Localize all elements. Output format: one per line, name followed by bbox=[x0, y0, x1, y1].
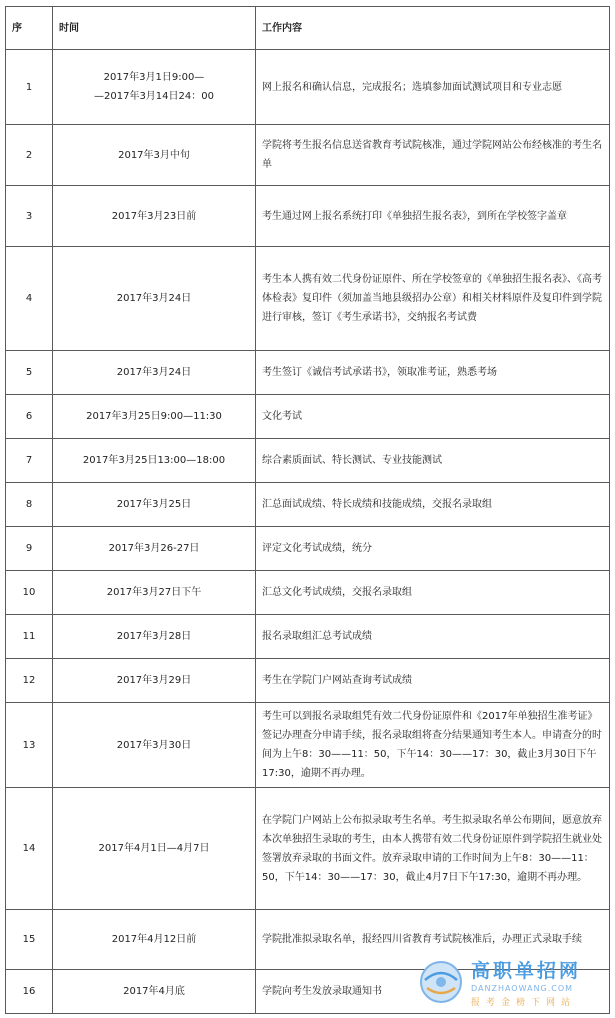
row-time: 2017年3月29日 bbox=[53, 659, 256, 703]
row-number: 1 bbox=[6, 50, 53, 125]
row-number: 2 bbox=[6, 125, 53, 186]
row-time: 2017年3月23日前 bbox=[53, 186, 256, 247]
table-row bbox=[6, 439, 610, 483]
row-content: 考生可以到报名录取组凭有效二代身份证原件和《2017年单独招生准考证》签记办理查分申请手续，报名录取组将查分结果通知考生本人。申请查分的时间为上午8：30——11：50，下午14：30——17：30，截止3月30日下午17:30，逾期不再办理。 bbox=[256, 703, 610, 788]
row-content: 网上报名和确认信息，完成报名；选填参加面试测试项目和专业志愿 bbox=[256, 50, 610, 125]
row-time: 2017年3月27日下午 bbox=[53, 571, 256, 615]
row-content: 学院向考生发放录取通知书 bbox=[256, 970, 610, 1014]
schedule-table bbox=[5, 6, 610, 1014]
table-row bbox=[6, 125, 610, 186]
row-content: 报名录取组汇总考试成绩 bbox=[256, 615, 610, 659]
table-row bbox=[6, 186, 610, 247]
table-row bbox=[6, 50, 610, 125]
table-row bbox=[6, 527, 610, 571]
row-time: 2017年3月1日9:00— —2017年3月14日24：00 bbox=[53, 50, 256, 125]
row-number: 11 bbox=[6, 615, 53, 659]
table-row bbox=[6, 659, 610, 703]
row-content: 学院批准拟录取名单，报经四川省教育考试院核准后，办理正式录取手续 bbox=[256, 910, 610, 970]
row-time: 2017年3月24日 bbox=[53, 351, 256, 395]
table-row bbox=[6, 483, 610, 527]
row-content: 考生通过网上报名系统打印《单独招生报名表》，到所在学校签字盖章 bbox=[256, 186, 610, 247]
row-time: 2017年3月25日 bbox=[53, 483, 256, 527]
table-row bbox=[6, 615, 610, 659]
row-number: 7 bbox=[6, 439, 53, 483]
row-content: 考生签订《诚信考试承诺书》，领取准考证，熟悉考场 bbox=[256, 351, 610, 395]
table-body bbox=[6, 50, 610, 1014]
globe-logo-icon bbox=[417, 958, 465, 1006]
row-content: 学院将考生报名信息送省教育考试院核准，通过学院网站公布经核准的考生名单 bbox=[256, 125, 610, 186]
row-content: 考生在学院门户网站查询考试成绩 bbox=[256, 659, 610, 703]
row-time: 2017年3月25日13:00—18:00 bbox=[53, 439, 256, 483]
table-row bbox=[6, 395, 610, 439]
table-row bbox=[6, 247, 610, 351]
table-row bbox=[6, 703, 610, 788]
row-time: 2017年3月28日 bbox=[53, 615, 256, 659]
row-number: 8 bbox=[6, 483, 53, 527]
table-header-row bbox=[6, 7, 610, 50]
row-content: 考生本人携有效二代身份证原件、所在学校签章的《单独招生报名表》、《高考体检表》复印件（须加盖当地县级招办公章）和相关材料原件及复印件到学院进行审核，签订《考生承诺书》，交纳报名考试费 bbox=[256, 247, 610, 351]
row-number: 12 bbox=[6, 659, 53, 703]
table-row bbox=[6, 351, 610, 395]
row-time: 2017年4月12日前 bbox=[53, 910, 256, 970]
watermark-slogan: 报考金榜下网站 bbox=[471, 998, 577, 1008]
row-content: 汇总文化考试成绩，交报名录取组 bbox=[256, 571, 610, 615]
row-number: 5 bbox=[6, 351, 53, 395]
row-content: 文化考试 bbox=[256, 395, 610, 439]
row-number: 16 bbox=[6, 970, 53, 1014]
row-time: 2017年3月26-27日 bbox=[53, 527, 256, 571]
table-row bbox=[6, 571, 610, 615]
row-content: 汇总面试成绩、特长成绩和技能成绩，交报名录取组 bbox=[256, 483, 610, 527]
table-row bbox=[6, 788, 610, 910]
row-number: 14 bbox=[6, 788, 53, 910]
row-number: 9 bbox=[6, 527, 53, 571]
header-time: 时间 bbox=[53, 7, 256, 50]
row-number: 13 bbox=[6, 703, 53, 788]
row-number: 6 bbox=[6, 395, 53, 439]
row-time: 2017年4月底 bbox=[53, 970, 256, 1014]
row-time: 2017年3月30日 bbox=[53, 703, 256, 788]
row-time: 2017年3月中旬 bbox=[53, 125, 256, 186]
site-watermark bbox=[417, 952, 609, 1012]
row-number: 10 bbox=[6, 571, 53, 615]
watermark-name: 高职单招网 bbox=[471, 960, 582, 982]
row-number: 15 bbox=[6, 910, 53, 970]
row-time: 2017年3月24日 bbox=[53, 247, 256, 351]
watermark-domain: DANZHAOWANG.COM bbox=[471, 984, 574, 993]
row-content: 在学院门户网站上公布拟录取考生名单。考生拟录取名单公布期间，愿意放弃本次单独招生录取的考生，由本人携带有效二代身份证原件到学院招生就业处签署放弃录取的书面文件。放弃录取申请的工作时间为上午8：30——11：50，下午14：30——17：30，截止4月7日下午17:30，逾期不再办理。 bbox=[256, 788, 610, 910]
row-number: 3 bbox=[6, 186, 53, 247]
row-number: 4 bbox=[6, 247, 53, 351]
header-no: 序 bbox=[6, 7, 53, 50]
row-time: 2017年3月25日9:00—11:30 bbox=[53, 395, 256, 439]
row-content: 综合素质面试、特长测试、专业技能测试 bbox=[256, 439, 610, 483]
row-time: 2017年4月1日—4月7日 bbox=[53, 788, 256, 910]
header-content: 工作内容 bbox=[256, 7, 610, 50]
row-content: 评定文化考试成绩，统分 bbox=[256, 527, 610, 571]
